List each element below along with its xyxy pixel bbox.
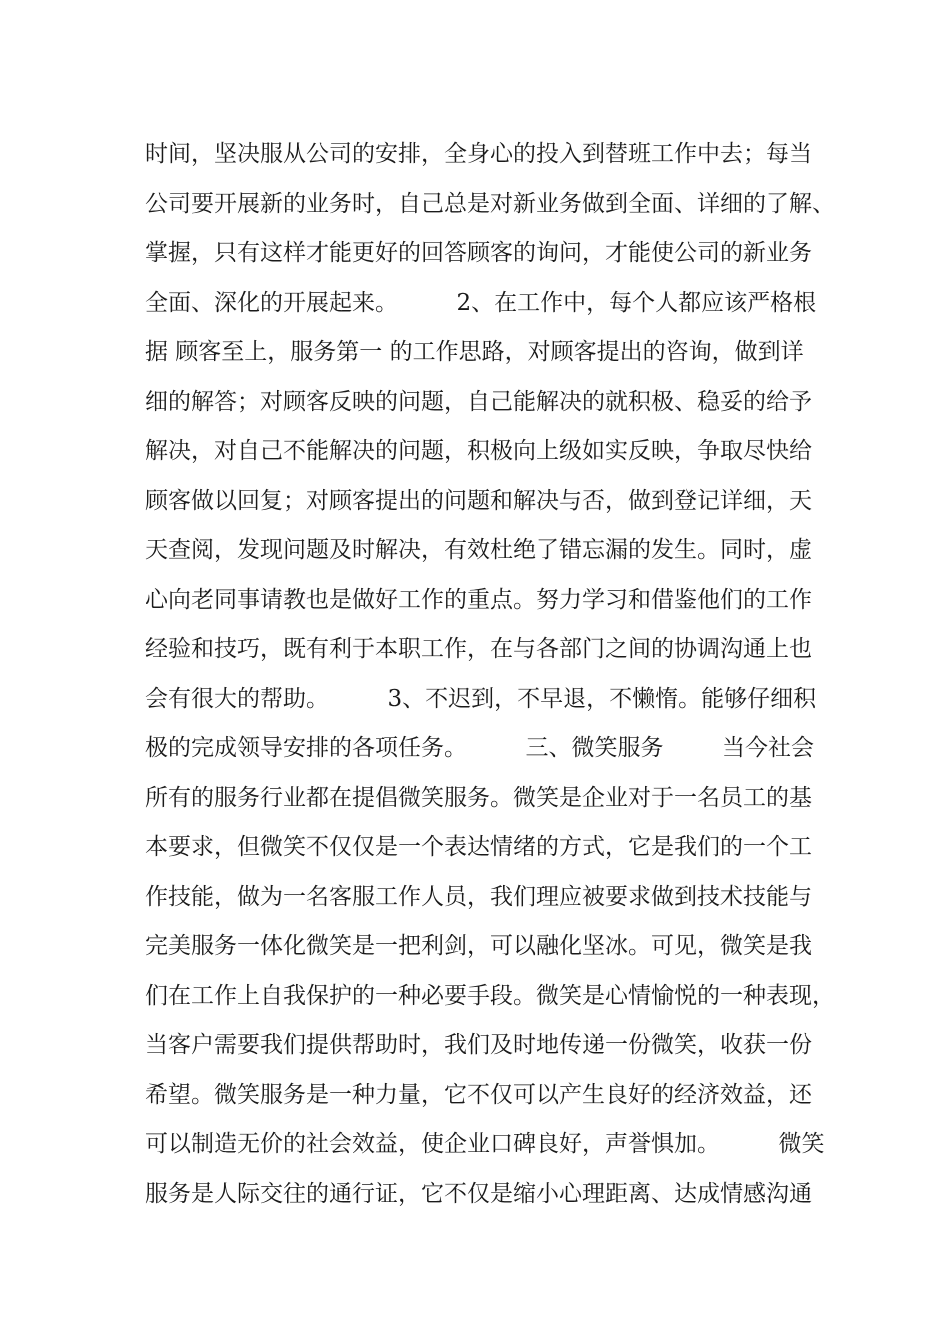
text-line: 服务是人际交往的通行证，它不仅是缩小心理距离、达成情感沟通 xyxy=(145,1180,812,1207)
body-text xyxy=(145,130,845,1219)
text-line: 掌握，只有这样才能更好的回答顾客的询问，才能使公司的新业务 xyxy=(145,240,812,266)
text-line: 们在工作上自我保护的一种必要手段。微笑是心情愉悦的一种表现， xyxy=(145,982,835,1009)
text-line: 作技能，做为一名客服工作人员，我们理应被要求做到技术技能与 xyxy=(145,883,812,910)
text-line: 顾客做以回复；对顾客提出的问题和解决与否，做到登记详细，天 xyxy=(145,487,812,514)
text-line: 所有的服务行业都在提倡微笑服务。微笑是企业对于一名员工的基 xyxy=(145,784,812,811)
text-line: 完美服务一体化微笑是一把利剑，可以融化坚冰。可见，微笑是我 xyxy=(145,933,812,959)
text-line: 据 顾客至上，服务第一 的工作思路，对顾客提出的咨询，做到详 xyxy=(145,339,804,365)
text-line: 当客户需要我们提供帮助时，我们及时地传递一份微笑，收获一份 xyxy=(145,1032,812,1058)
text-line: 会有很大的帮助。 3、不迟到，不早退，不懒惰。能够仔细积 xyxy=(145,685,817,712)
text-line: 时间，坚决服从公司的安排，全身心的投入到替班工作中去；每当 xyxy=(145,141,812,167)
text-line: 希望。微笑服务是一种力量，它不仅可以产生良好的经济效益，还 xyxy=(145,1081,812,1108)
text-line: 极的完成领导安排的各项任务。 三、微笑服务 当今社会 xyxy=(145,735,814,761)
text-line: 经验和技巧，既有利于本职工作，在与各部门之间的协调沟通上也 xyxy=(145,636,812,662)
text-line: 公司要开展新的业务时，自己总是对新业务做到全面、详细的了解、 xyxy=(145,190,835,217)
text-line: 解决，对自己不能解决的问题，积极向上级如实反映，争取尽快给 xyxy=(145,438,812,464)
text-line: 心向老同事请教也是做好工作的重点。努力学习和借鉴他们的工作 xyxy=(145,586,812,613)
text-line: 本要求，但微笑不仅仅是一个表达情绪的方式，它是我们的一个工 xyxy=(145,834,812,860)
text-line: 细的解答；对顾客反映的问题，自己能解决的就积极、稳妥的给予 xyxy=(145,388,812,415)
text-line: 天查阅，发现问题及时解决，有效杜绝了错忘漏的发生。同时，虚 xyxy=(145,537,812,563)
text-line: 全面、深化的开展起来。 2、在工作中，每个人都应该严格根 xyxy=(145,289,817,316)
text-line: 可以制造无价的社会效益，使企业口碑良好，声誉惧加。 微笑 xyxy=(145,1131,825,1157)
